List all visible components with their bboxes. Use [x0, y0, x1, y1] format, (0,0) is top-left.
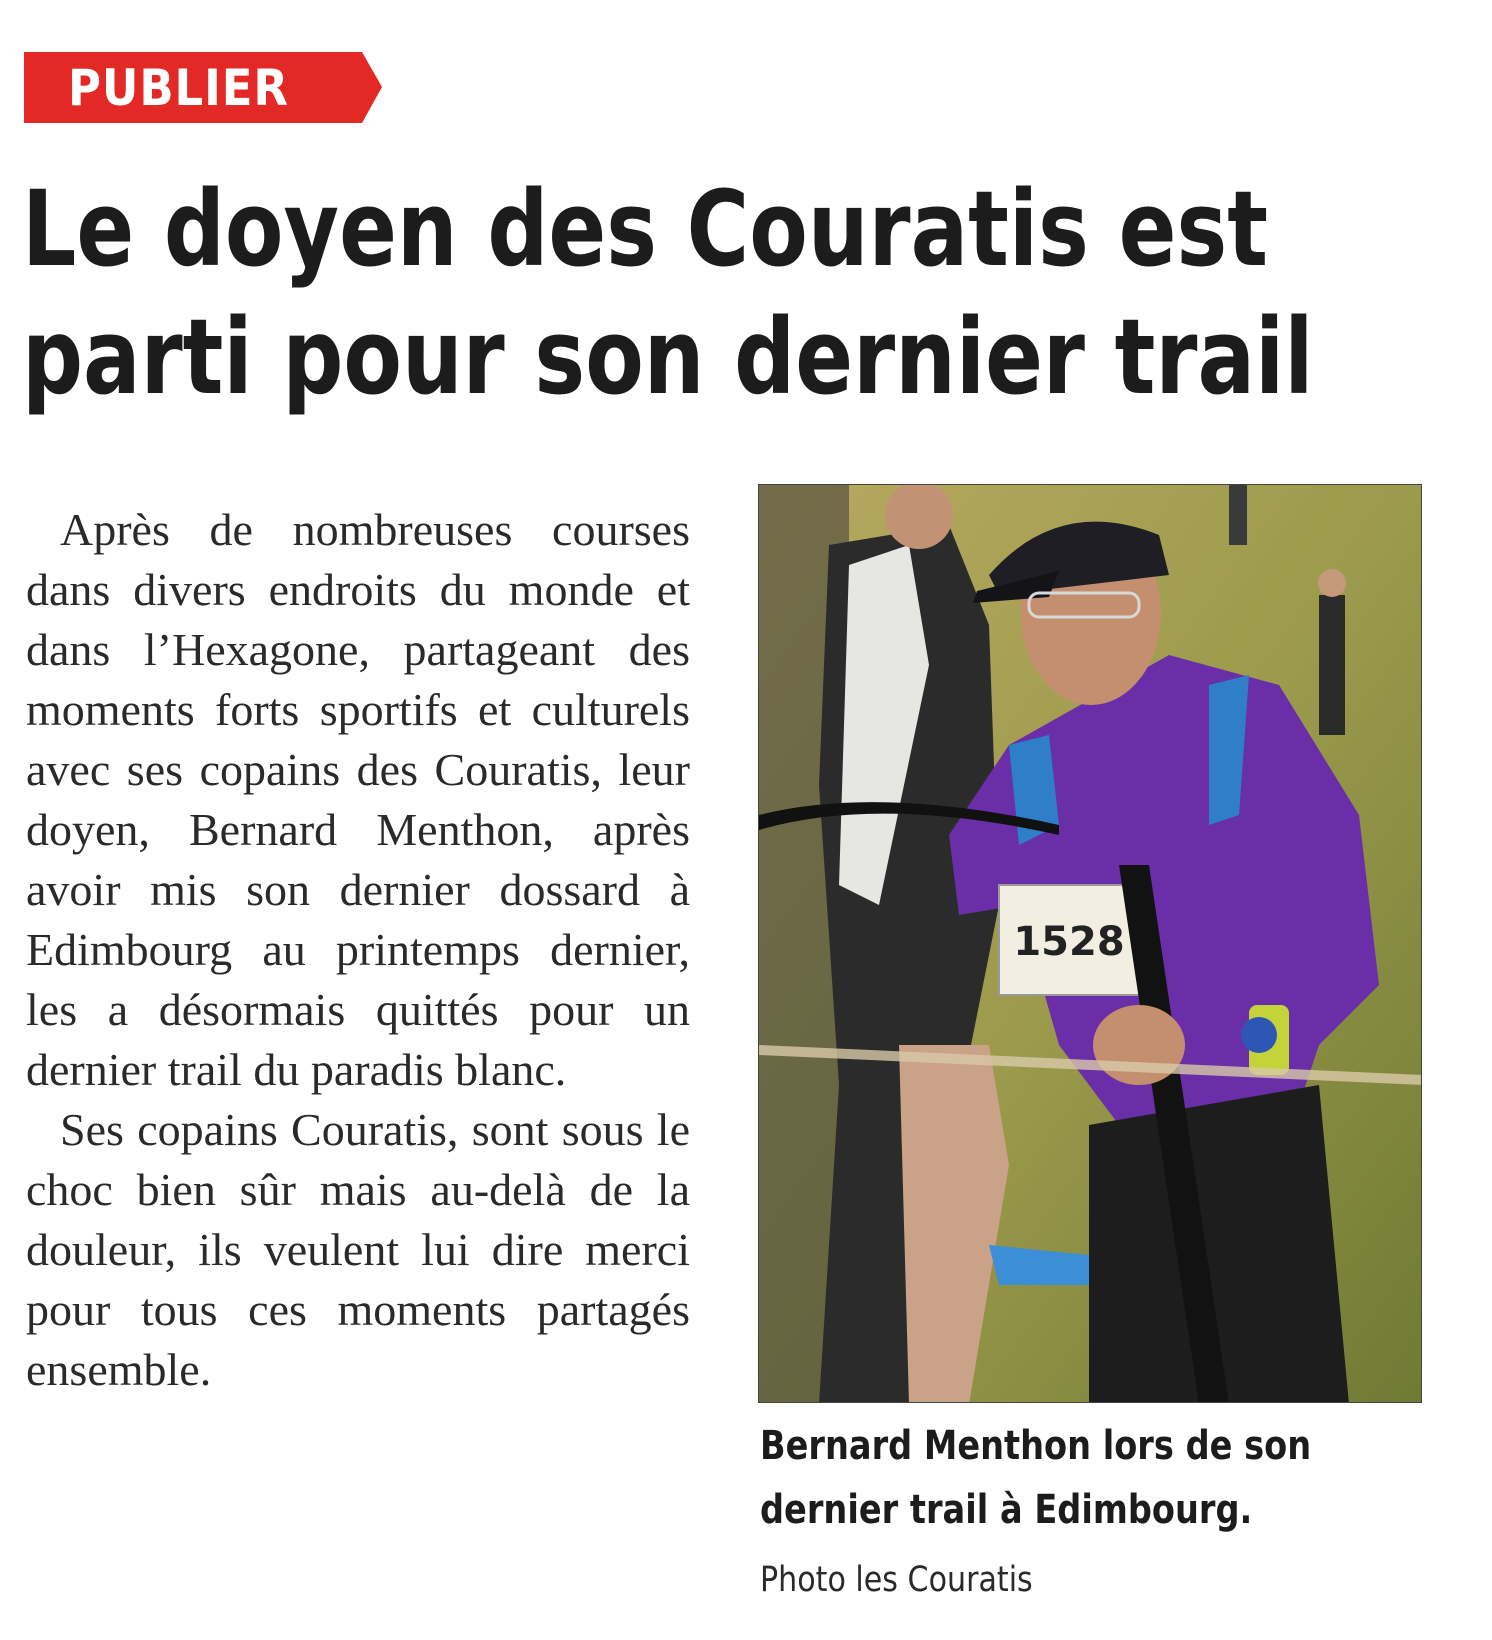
headline-line-2: parti pour son dernier trail [22, 296, 1314, 418]
photo-caption-line-2: dernier trail à Edimbourg. [760, 1487, 1253, 1533]
headline-line-1: Le doyen des Couratis est [22, 168, 1268, 290]
article-paragraph-1: Après de nombreuses courses dans divers endroits du monde et dans l’Hexagone, partageant des moments forts sportifs et culturels avec ses copains des Couratis, leur doyen, Bernard Menthon, après avoir mis son dernier dossard à Edimbourg au printemps dernier, les a désormais quittés pour un dernier trail du paradis blanc. [26, 504, 690, 1095]
article-paragraph-2: Ses copains Couratis, sont sous le choc bien sûr mais au-delà de la douleur, ils veulent lui dire merci pour tous ces moments partagés ensemble. [26, 1104, 690, 1395]
runner-watch [1241, 1017, 1277, 1053]
spectator-right [1319, 595, 1345, 735]
race-bib-number: 1528 [1013, 919, 1125, 965]
runner-photo-illustration [759, 485, 1422, 1403]
article-photo [758, 484, 1422, 1403]
spectator-head [1318, 569, 1346, 597]
photo-caption [760, 1414, 1348, 1542]
spectator-top [1229, 485, 1247, 545]
headline [22, 165, 1314, 421]
photo-credit: Photo les Couratis [760, 1560, 1033, 1600]
article-body [26, 500, 690, 1400]
photo-caption-line-1: Bernard Menthon lors de son [760, 1423, 1312, 1469]
section-tag-label: PUBLIER [68, 59, 289, 117]
section-tag [24, 52, 382, 123]
